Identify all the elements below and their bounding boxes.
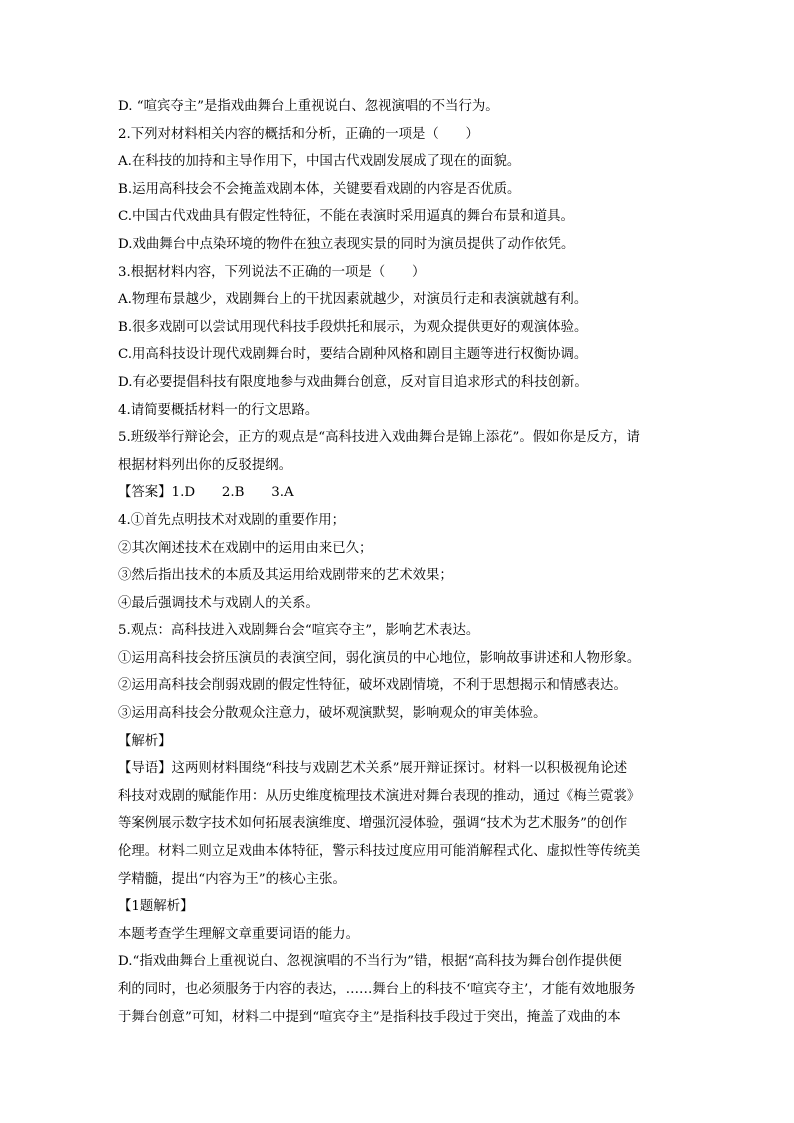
analysis-heading: 【解析】 — [118, 733, 172, 749]
answer-4-point-4: ④最后强调技术与戏剧人的关系。 — [118, 595, 319, 611]
question-3-stem: 3.根据材料内容，下列说法不正确的一项是（ ） — [118, 264, 426, 280]
answer-4-point-2: ②其次阐述技术在戏剧中的运用由来已久； — [118, 540, 373, 556]
question-5-stem: 5.班级举行辩论会，正方的观点是“高科技进入戏曲舞台是锦上添花”。假如你是反方，请 — [118, 430, 640, 446]
question-2-option-a: A.在科技的加持和主导作用下，中国古代戏剧发展成了现在的面貌。 — [118, 154, 521, 170]
question-1-analysis-line-1: D.“指戏曲舞台上重视说白、忽视演唱的不当行为”错，根据“高科技为舞台创作提供便 — [118, 954, 622, 970]
question-3-option-b: B.很多戏剧可以尝试用现代科技手段烘托和展示，为观众提供更好的观演体验。 — [118, 319, 588, 335]
question-2-option-d: D.戏曲舞台中点染环境的物件在独立表现实景的同时为演员提供了动作依凭。 — [118, 236, 575, 252]
intro-paragraph-line-1: 【导语】这两则材料围绕“科技与戏剧艺术关系”展开辩证探讨。材料一以积极视角论述 — [118, 761, 628, 777]
intro-paragraph-line-3: 等案例展示数字技术如何拓展表演维度、增强沉浸体验，强调“技术为艺术服务”的创作 — [118, 816, 628, 832]
question-1-option-d: D. “喧宾夺主”是指戏曲舞台上重视说白、忽视演唱的不当行为。 — [118, 99, 499, 114]
question-2-option-b: B.运用高科技会不会掩盖戏剧本体，关键要看戏剧的内容是否优质。 — [118, 181, 521, 197]
intro-paragraph-line-4: 伦理。材料二则立足戏曲本体特征，警示科技过度应用可能消解程式化、虚拟性等传统美 — [118, 844, 641, 860]
question-1-analysis-line-3: 于舞台创意”可知，材料二中提到“喧宾夺主”是指科技手段过于突出，掩盖了戏曲的本 — [118, 1009, 621, 1025]
question-3-option-c: C.用高科技设计现代戏剧舞台时，要结合剧种风格和剧目主题等进行权衡协调。 — [118, 347, 588, 363]
question-2-stem: 2.下列对材料相关内容的概括和分析，正确的一项是（ ） — [118, 126, 479, 142]
question-5-stem-cont: 根据材料列出你的反驳提纲。 — [118, 457, 293, 473]
answer-4-point-1: 4.①首先点明技术对戏剧的重要作用； — [118, 512, 346, 528]
answer-4-point-3: ③然后指出技术的本质及其运用给戏剧带来的艺术效果； — [118, 568, 453, 584]
document-body — [118, 93, 678, 1031]
intro-paragraph-line-5: 学精髓，提出“内容为王”的核心主张。 — [118, 871, 346, 887]
question-3-option-a: A.物理布景越少，戏剧舞台上的干扰因素就越少，对演员行走和表演就越有利。 — [118, 292, 588, 308]
answer-key: 【答案】1.D 2.B 3.A — [118, 485, 294, 501]
question-4-stem: 4.请简要概括材料一的行文思路。 — [118, 402, 319, 418]
question-3-option-d: D.有必要提倡科技有限度地参与戏曲舞台创意，反对盲目追求形式的科技创新。 — [118, 374, 588, 390]
question-1-analysis-heading: 【1题解析】 — [118, 899, 194, 915]
question-2-option-c: C.中国古代戏曲具有假定性特征，不能在表演时采用逼真的舞台布景和道具。 — [118, 209, 574, 225]
answer-5-point-2: ②运用高科技会削弱戏剧的假定性特征，破坏戏剧情境，不利于思想揭示和情感表达。 — [118, 678, 627, 694]
answer-5-point-3: ③运用高科技会分散观众注意力，破坏观演默契，影响观众的审美体验。 — [118, 706, 547, 722]
question-1-analysis-summary: 本题考查学生理解文章重要词语的能力。 — [118, 926, 360, 942]
intro-paragraph-line-2: 科技对戏剧的赋能作用：从历史维度梳理技术演进对舞台表现的推动，通过《梅兰霓裳》 — [118, 788, 641, 804]
question-1-analysis-line-2: 利的同时，也必须服务于内容的表达，……舞台上的科技不‘喧宾夺主’，才能有效地服务 — [118, 982, 636, 997]
answer-5-viewpoint: 5.观点：高科技进入戏剧舞台会“喧宾夺主”，影响艺术表达。 — [118, 623, 480, 639]
answer-5-point-1: ①运用高科技会挤压演员的表演空间，弱化演员的中心地位，影响故事讲述和人物形象。 — [118, 650, 641, 666]
